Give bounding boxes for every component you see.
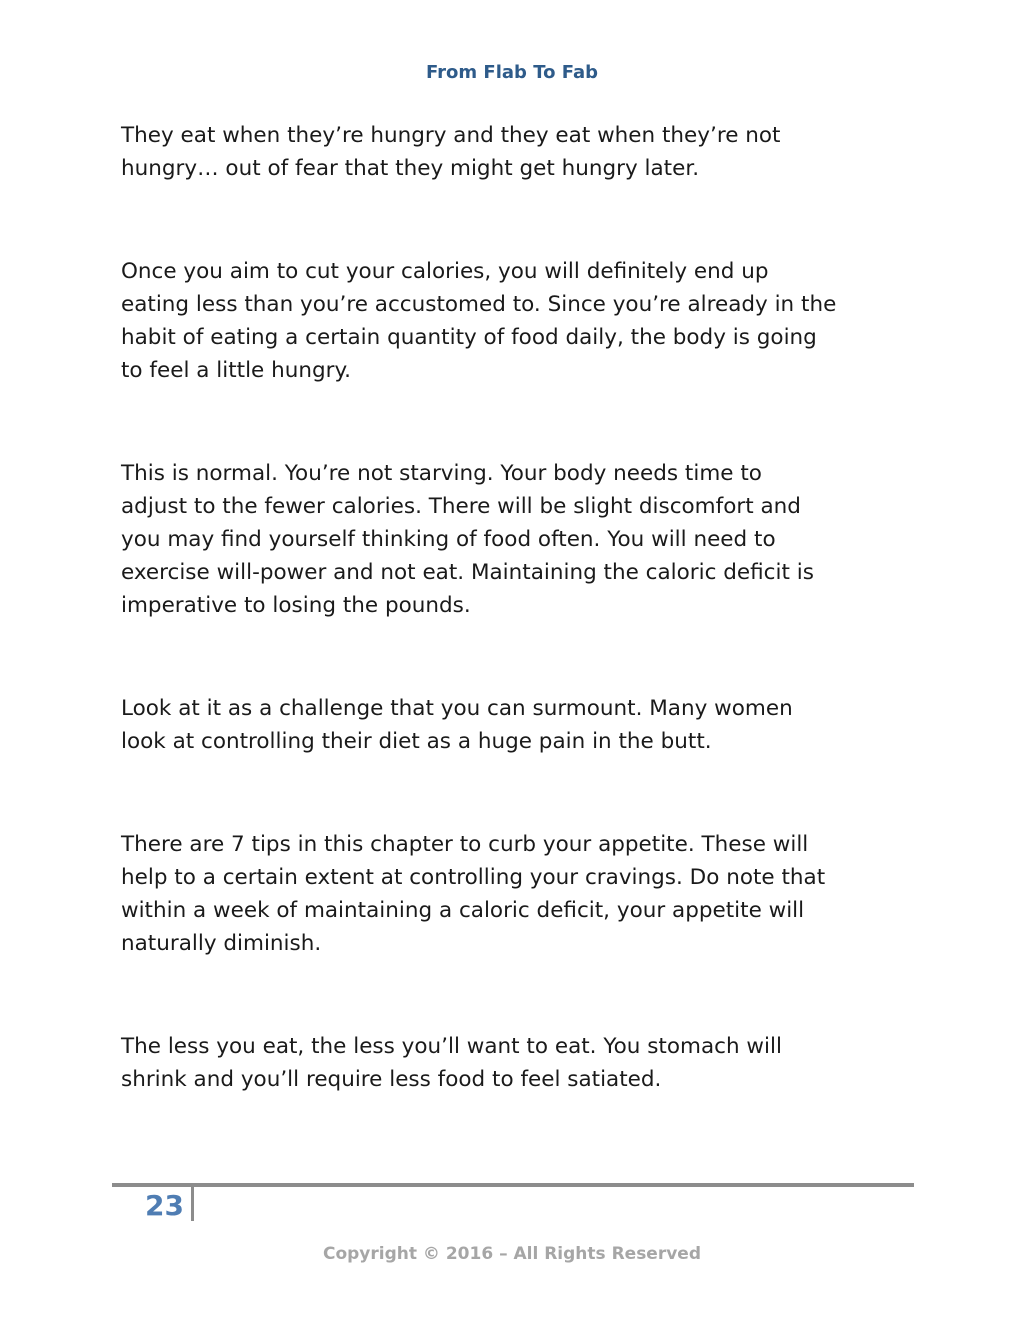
page-number-divider xyxy=(191,1187,194,1221)
copyright-notice: Copyright © 2016 – All Rights Reserved xyxy=(322,1244,702,1264)
paragraph-6: The less you eat, the less you’ll want to eat. You stomach will shrink and you’ll require less food to feel satiated. xyxy=(121,1034,782,1092)
paragraph-5: There are 7 tips in this chapter to curb your appetite. These will help to a certain extent at controlling your cravings. Do note that within a week of maintaining a caloric deficit, your appetite will naturally diminish. xyxy=(121,832,826,956)
paragraph-1: They eat when they’re hungry and they eat when they’re not hungry… out of fear that they might get hungry later. xyxy=(121,123,781,181)
body-text xyxy=(121,119,921,1166)
page-number: 23 xyxy=(145,1189,184,1222)
paragraph-4: Look at it as a challenge that you can surmount. Many women look at controlling their diet as a huge pain in the butt. xyxy=(121,696,793,754)
footer-divider xyxy=(112,1183,914,1187)
paragraph-2: Once you aim to cut your calories, you will definitely end up eating less than you’re accustomed to. Since you’re already in the habit of eating a certain quantity of food daily, the body is going to feel a little hungry. xyxy=(121,259,837,383)
running-header-title: From Flab To Fab xyxy=(426,62,598,83)
paragraph-3: This is normal. You’re not starving. Your body needs time to adjust to the fewer calories. There will be slight discomfort and you may find yourself thinking of food often. You will need to exercise will-power and not eat. Maintaining the caloric deficit is imperative to losing the pounds. xyxy=(121,461,814,618)
